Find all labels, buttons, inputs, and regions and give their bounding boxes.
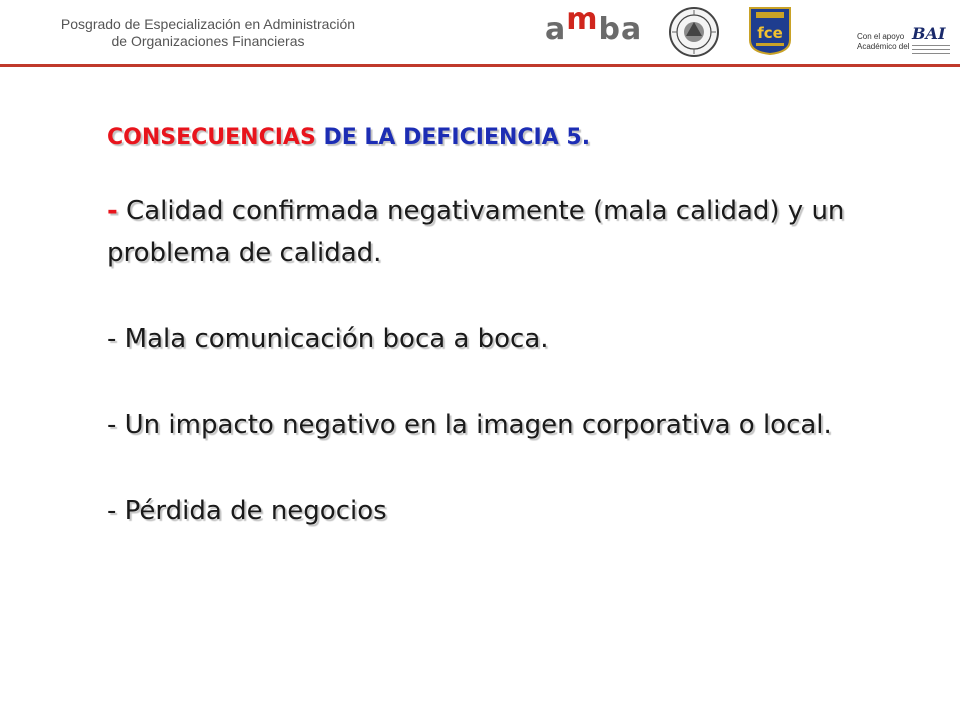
- bullet-item: [107, 190, 947, 274]
- bullet-dash: -: [107, 496, 117, 526]
- university-seal-icon: [668, 6, 720, 58]
- bullet-item: [107, 404, 947, 446]
- slide-title-highlight: CONSECUENCIAS: [107, 125, 316, 150]
- bullet-text: Mala comunicación boca a boca.: [116, 324, 549, 354]
- support-caption: [857, 32, 909, 52]
- bullet-item: [107, 490, 947, 532]
- bullet-dash: -: [107, 196, 118, 226]
- bai-logo: [912, 26, 952, 62]
- fce-logo: [748, 4, 792, 56]
- bullet-text: Pérdida de negocios: [116, 496, 387, 526]
- fce-logo-text: fce: [757, 24, 783, 42]
- slide-title-rest: DE LA DEFICIENCIA 5.: [315, 125, 591, 150]
- amba-logo-a: a: [545, 12, 567, 47]
- slide-header: [0, 0, 960, 66]
- slide-body: [107, 118, 947, 532]
- header-divider: [0, 64, 960, 67]
- amba-logo-m: m: [566, 2, 599, 37]
- bullet-text: Calidad confirmada negativamente (mala calidad) y un problema de calidad.: [107, 196, 845, 268]
- institution-line-2: de Organizaciones Financieras: [111, 33, 305, 49]
- institution-line-1: Posgrado de Especialización en Administración: [60, 16, 356, 32]
- amba-logo-ba: ba: [598, 12, 643, 47]
- institution-name: [28, 16, 388, 50]
- bullet-dash: -: [107, 410, 117, 440]
- bullet-text: Un impacto negativo en la imagen corporativa o local.: [116, 410, 832, 440]
- bai-logo-text: BAI: [912, 24, 946, 43]
- support-line-2: Académico del: [857, 42, 910, 51]
- bai-logo-lines: [912, 45, 952, 54]
- bullet-item: [107, 318, 947, 360]
- support-line-1: Con el apoyo: [857, 32, 905, 41]
- bullet-dash: -: [107, 324, 117, 354]
- amba-logo: [545, 2, 643, 52]
- slide-title: [107, 118, 947, 158]
